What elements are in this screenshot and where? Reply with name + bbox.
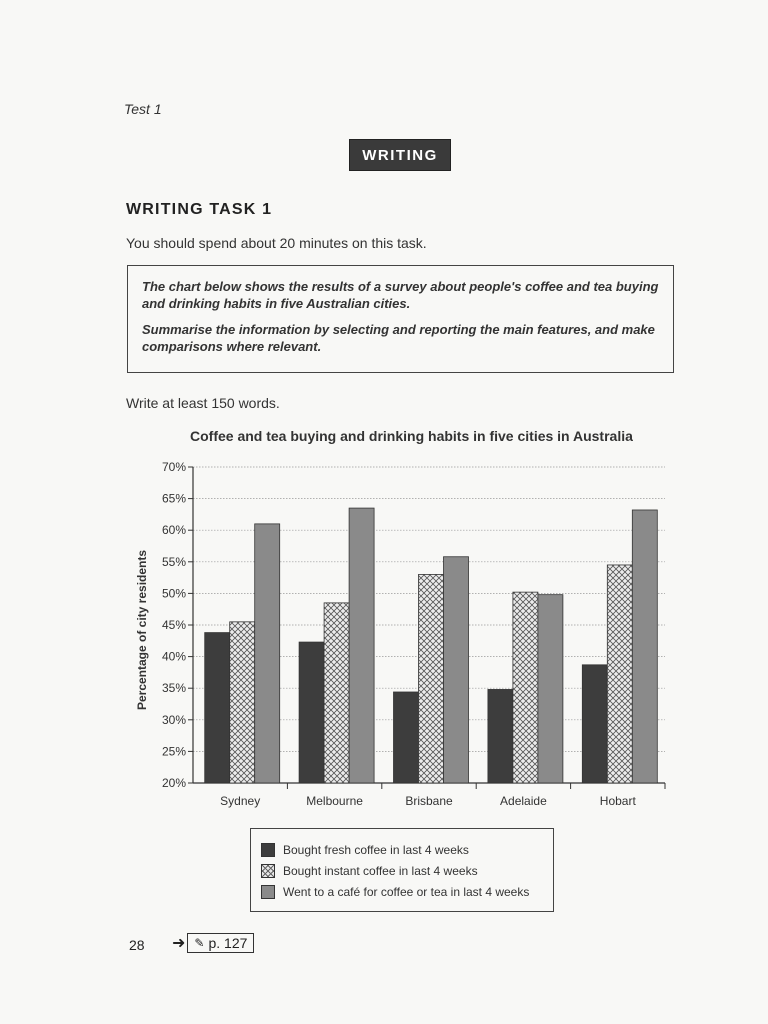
y-tick-label: 30% <box>161 712 186 727</box>
bar-cafe <box>349 508 374 783</box>
cross-reference-box <box>187 933 254 953</box>
x-tick-label: Adelaide <box>500 794 547 808</box>
pencil-icon: ✎ <box>194 936 205 950</box>
task-prompt-box <box>127 265 674 373</box>
bar-chart <box>130 455 690 815</box>
running-head: Test 1 <box>124 101 162 117</box>
task-title: WRITING TASK 1 <box>126 201 273 218</box>
y-axis-label: Percentage of city residents <box>135 549 149 711</box>
arrow-right-icon: ➜ <box>172 935 186 952</box>
chart-legend <box>250 828 554 912</box>
legend-swatch-dark <box>261 843 275 857</box>
y-tick-label: 55% <box>161 554 186 569</box>
bar-instant-coffee <box>607 565 632 783</box>
bar-cafe <box>632 510 657 783</box>
y-tick-label: 20% <box>161 776 186 790</box>
page-number: 28 <box>129 937 145 953</box>
legend-label: Bought fresh coffee in last 4 weeks <box>283 842 469 857</box>
legend-swatch-grey <box>261 885 275 899</box>
section-banner: WRITING <box>349 139 451 171</box>
bar-fresh-coffee <box>394 692 419 783</box>
legend-item-fresh <box>261 839 543 860</box>
bar-cafe <box>255 524 280 783</box>
x-tick-label: Sydney <box>220 794 261 808</box>
legend-swatch-hatched <box>261 864 275 878</box>
x-tick-label: Brisbane <box>405 794 453 808</box>
y-tick-label: 60% <box>161 523 186 538</box>
y-tick-label: 40% <box>161 649 186 664</box>
legend-label: Went to a café for coffee or tea in last 4 weeks <box>283 884 530 899</box>
task-prompt-description: The chart below shows the results of a survey about people's coffee and tea buying and drinking habits in five Australian cities. <box>142 279 659 311</box>
x-tick-label: Melbourne <box>306 794 363 808</box>
bar-cafe <box>538 595 563 783</box>
x-tick-label: Hobart <box>599 794 636 808</box>
y-tick-label: 70% <box>161 460 186 474</box>
y-tick-label: 25% <box>161 744 186 759</box>
y-tick-label: 35% <box>161 681 186 696</box>
bar-fresh-coffee <box>299 642 324 783</box>
legend-item-cafe <box>261 881 543 902</box>
y-tick-label: 45% <box>161 618 186 632</box>
bar-instant-coffee <box>324 603 349 783</box>
legend-label: Bought instant coffee in last 4 weeks <box>283 863 478 878</box>
cross-reference <box>172 933 254 953</box>
bar-fresh-coffee <box>488 689 513 783</box>
bar-instant-coffee <box>419 574 444 783</box>
word-count-instruction: Write at least 150 words. <box>126 395 280 411</box>
y-tick-label: 65% <box>161 491 186 506</box>
y-tick-label: 50% <box>161 586 186 601</box>
bar-fresh-coffee <box>582 665 607 783</box>
legend-item-instant <box>261 860 543 881</box>
cross-reference-page: p. 127 <box>208 935 248 951</box>
bar-instant-coffee <box>513 592 538 783</box>
bar-instant-coffee <box>230 622 255 783</box>
task-prompt-directive: Summarise the information by selecting and reporting the main features, and make comparisons where relevant. <box>142 322 655 354</box>
time-instruction: You should spend about 20 minutes on this task. <box>126 235 427 251</box>
chart-title: Coffee and tea buying and drinking habits in five cities in Australia <box>190 428 633 444</box>
bar-cafe <box>444 557 469 783</box>
bar-fresh-coffee <box>205 633 230 783</box>
